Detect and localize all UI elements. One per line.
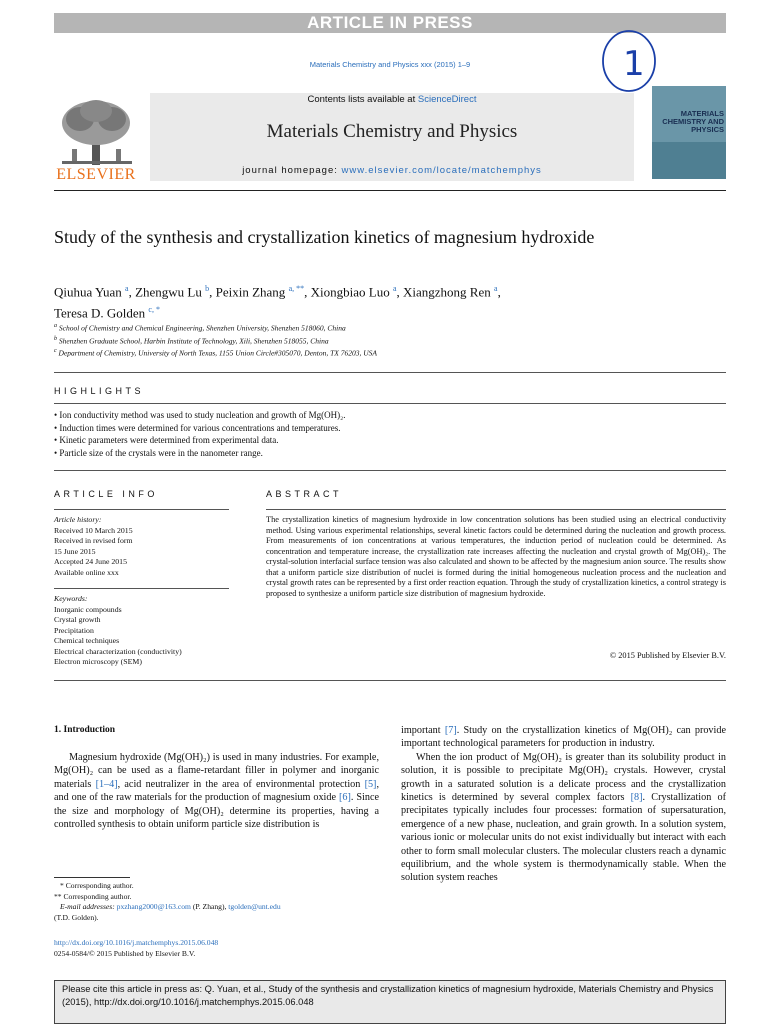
journal-title: Materials Chemistry and Physics <box>266 121 518 142</box>
author: Qiuhua Yuan <box>54 284 122 300</box>
author: Xiongbiao Luo <box>310 284 390 300</box>
elsevier-wordmark: ELSEVIER <box>56 166 136 183</box>
history-entry: Received in revised form <box>54 536 133 545</box>
journal-masthead <box>150 93 634 181</box>
keyword: Electron microscopy (SEM) <box>54 657 142 666</box>
keywords: Keywords: Inorganic compounds Crystal growth Precipitation Chemical techniques Electrical characterization (conductivity) Electron microscopy (SEM) <box>54 594 254 668</box>
article-title: Study of the synthesis and crystallization kinetics of magnesium hydroxide <box>54 227 595 247</box>
reference-link[interactable]: [1–4] <box>95 778 118 790</box>
corresponding-author-note: ** Corresponding author. <box>54 891 132 901</box>
keyword: Crystal growth <box>54 615 101 624</box>
reference-link[interactable]: [6] <box>338 792 351 804</box>
reference-link[interactable]: [8] <box>630 792 643 804</box>
author-affil-marker[interactable]: a, ** <box>288 284 305 293</box>
author-affil-marker[interactable]: a <box>392 284 397 293</box>
highlights-heading: HIGHLIGHTS <box>54 386 145 396</box>
footnotes: * Corresponding author. ** Corresponding author. E-mail addresses: pxzhang2000@163.com (P. Zhang), tgolden@unt.edu (T.D. Golden). <box>54 881 379 923</box>
handwritten-number: 1 <box>623 44 645 84</box>
article-info-heading: ARTICLE INFO <box>54 489 158 499</box>
section-rule <box>54 403 726 404</box>
author-affil-marker[interactable]: a <box>125 284 129 293</box>
keyword: Inorganic compounds <box>54 604 122 614</box>
affiliations <box>54 321 674 359</box>
introduction-right-column: important [7]. Study on the crystallization kinetics of Mg(OH)₂ can provide important technological parameters for production in industry. When the ion product of Mg(OH)₂ is greater than its solubility product in solution, it is possible to precipitate Mg(OH)₂ crystals. However, crystal growth in a saturated solution is a delicate process and the crystallization kinetics is determined by several complex factors [8]. Crystallization of precipitates typically includes four processes: formation of supersaturation, emergence of a new phase, nucleation, and grain growth. In a solution system, various ionic or molecular units do not exist individually but interact with each other to form small molecular clusters. The molecular clusters reach a dynamic equilibrium, and the whole system is thermodynamically stable. When the solution system reaches <box>401 725 726 884</box>
author-list: Qiuhua Yuan $^a$, Zhengwu Lu $^b$, Peixin Zhang $^{a, **}$, Xiongbiao Luo $^a$, Xiangzhong Ren $^a$, Teresa D. Golden $^{c, *}$ <box>54 284 501 321</box>
abstract-text: The crystallization kinetics of magnesium hydroxide in low concentration solutions has been studied using an electrical conductivity method. Using various experimental relationships, several kinetic factors could be determined during the nucleation and growth process. From measurements of ion concentrations at various temperatures, the induction period of nucleation could be determined. As concentration and temperature increase, the crystallization rate increases affecting the nucleation and crystal growth of Mg(OH)₂. The crystal-solution interfacial surface tension was also calculated and shown to be affected by the magnesium anion source. The results show that a uniform particle size distribution of nuclei is formed during the initial homogeneous nucleation process and the nucleation and crystal growth rates can be represented by a first order reaction equation. Through the study of crystallization kinetics, a control strategy is proposed to synthesize a uniform particle size distribution of magnesium hydroxide. <box>266 515 726 598</box>
handwritten-circle-mark <box>600 28 658 94</box>
journal-homepage-link[interactable]: www.elsevier.com/locate/matchemphys <box>341 165 542 176</box>
corresponding-author-note: * Corresponding author. <box>60 881 134 890</box>
author-affil-marker[interactable]: c, * <box>148 305 160 315</box>
author: Xiangzhong Ren <box>403 284 491 300</box>
article-history: Article history: Received 10 March 2015 Received in revised form 15 June 2015 Accepted 24 June 2015 Available online xxx <box>54 515 229 578</box>
highlight-item: • Kinetic parameters were determined from experimental data. <box>54 434 726 447</box>
author: Teresa D. Golden <box>54 305 146 321</box>
highlights-list <box>54 409 726 459</box>
doi-block <box>54 938 379 959</box>
history-entry: Accepted 24 June 2015 <box>54 557 127 566</box>
email-link[interactable]: pxzhang2000@163.com <box>116 902 191 911</box>
history-entry: Available online xxx <box>54 567 119 577</box>
affiliation: $^a$ School of Chemistry and Chemical Engineering, Shenzhen University, Shenzhen 518060, China <box>54 323 346 333</box>
history-entry: 15 June 2015 <box>54 546 96 556</box>
masthead-rule <box>54 190 726 191</box>
section-rule <box>266 509 726 510</box>
doi-link[interactable]: http://dx.doi.org/10.1016/j.matchemphys.2015.06.048 <box>54 938 219 947</box>
abstract-heading: ABSTRACT <box>266 489 343 499</box>
highlight-item: • Induction times were determined for various concentrations and temperatures. <box>54 422 726 435</box>
journal-citation-line[interactable]: Materials Chemistry and Physics xxx (2015) 1–9 <box>309 60 471 69</box>
section-rule <box>54 372 726 373</box>
author-affil-marker[interactable]: b <box>205 284 210 293</box>
highlight-item: • Particle size of the crystals were in the nanometer range. <box>54 447 726 460</box>
introduction-left-column: Magnesium hydroxide (Mg(OH)₂) is used in many industries. For example, Mg(OH)₂ can be used as a flame-retardant filler in polymer and inorganic materials [1–4], acid neutralizer in the area of environmental protection [5], and one of the raw materials for the production of magnesium oxide [6]. Since the size and morphology of Mg(OH)₂ determine its properties, having a controlled synthesis to obtain uniform particle size distribution is <box>54 752 379 831</box>
journal-cover-thumbnail <box>652 86 726 179</box>
copyright-line: © 2015 Published by Elsevier B.V. <box>609 651 726 660</box>
homepage-line: journal homepage: www.elsevier.com/locate/matchemphys <box>242 165 542 176</box>
affiliation: $^c$ Department of Chemistry, University of North Texas, 1155 Union Circle#305070, Denton, TX 76203, USA <box>54 348 378 358</box>
keyword: Precipitation <box>54 625 94 635</box>
author: Zhengwu Lu <box>135 284 202 300</box>
author: Peixin Zhang <box>215 284 286 300</box>
cover-title: MATERIALS CHEMISTRY AND PHYSICS <box>662 109 724 134</box>
keyword: Chemical techniques <box>54 636 120 645</box>
citation-box: Please cite this article in press as: Q. Yuan, et al., Study of the synthesis and crystallization kinetics of magnesium hydroxide, Materials Chemistry and Physics (2015), http://dx.doi.org/10.1016/j.matchemphys.2015.06.048 <box>54 980 726 1024</box>
cover-image-area <box>652 142 726 179</box>
affiliation: $^b$ Shenzhen Graduate School, Harbin Institute of Technology, Xili, Shenzhen 518055, China <box>54 335 329 345</box>
highlight-item: • Ion conductivity method was used to study nucleation and growth of Mg(OH)₂. <box>54 409 726 422</box>
keyword: Electrical characterization (conductivity) <box>54 646 182 656</box>
section-rule <box>54 470 726 471</box>
email-link[interactable]: tgolden@unt.edu <box>228 902 281 911</box>
history-entry: Received 10 March 2015 <box>54 525 133 535</box>
issn-line: 0254-0584/© 2015 Published by Elsevier B.V. <box>54 948 196 958</box>
introduction-heading: 1. Introduction <box>54 725 116 735</box>
contents-line: Contents lists available at ScienceDirect <box>307 94 477 105</box>
section-rule <box>54 509 229 510</box>
footnote-rule <box>54 877 130 878</box>
author-affil-marker[interactable]: a <box>494 284 498 293</box>
reference-link[interactable]: [7] <box>444 725 457 736</box>
article-in-press-banner: ARTICLE IN PRESS <box>54 13 726 33</box>
sciencedirect-link[interactable]: ScienceDirect <box>417 94 477 105</box>
section-rule <box>54 588 229 589</box>
reference-link[interactable]: [5] <box>364 778 377 790</box>
section-rule <box>54 680 726 681</box>
